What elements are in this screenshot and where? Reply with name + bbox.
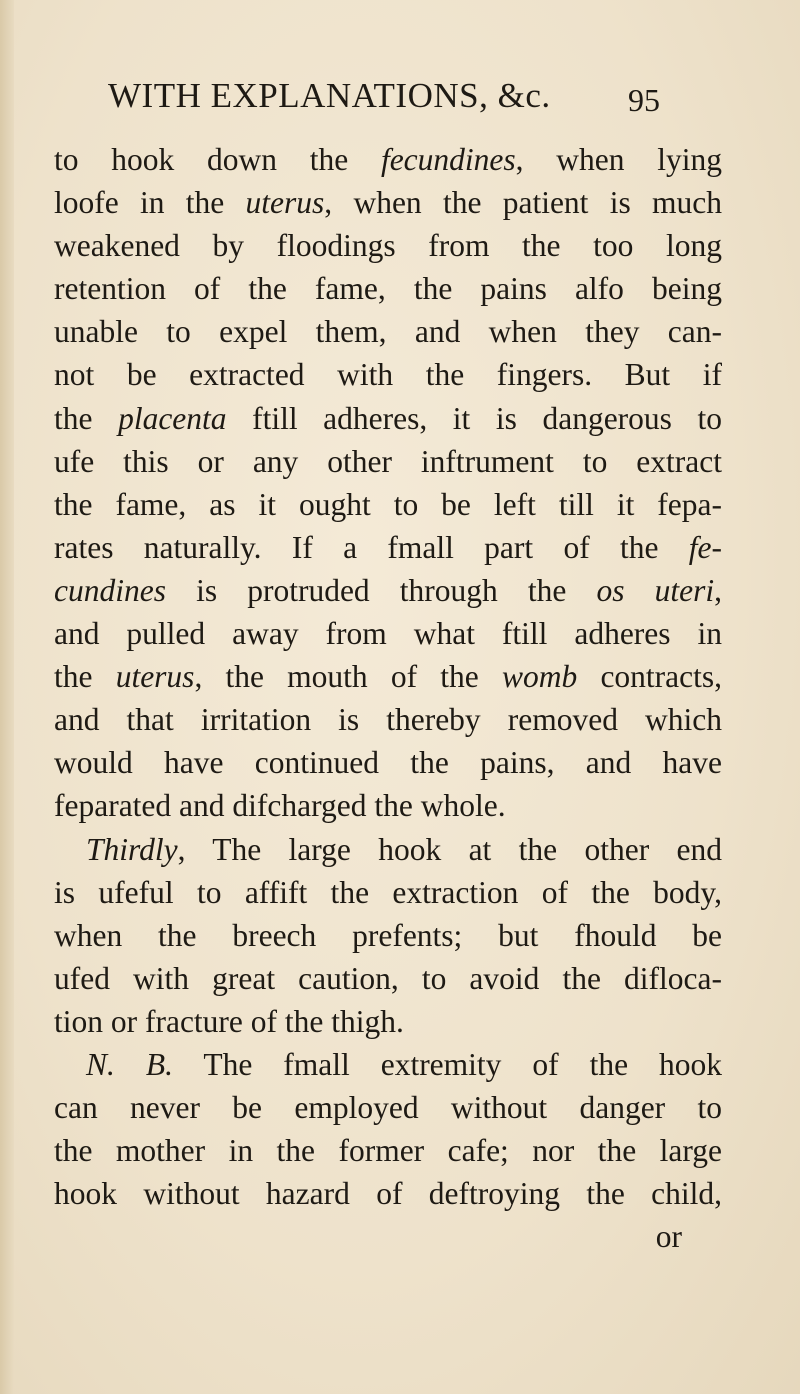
text-line (54, 914, 722, 957)
text-line (54, 828, 722, 871)
text-segment: to hook down the (54, 142, 381, 177)
text-segment: unable to expel them, and when they can- (54, 314, 722, 350)
text-line (54, 440, 722, 483)
text-line (54, 741, 722, 784)
text-line (54, 1086, 722, 1129)
text-segment: ufe this or any other inftrument to extract (54, 443, 722, 479)
text-segment: rates naturally. If a fmall part of the (54, 529, 689, 565)
text-line (54, 181, 722, 224)
text-segment: , when lying (515, 142, 723, 177)
text-segment: The fmall extremity of the hook (172, 1046, 722, 1082)
text-segment: , (714, 572, 722, 608)
text-segment: and pulled away from what ftill adheres in (54, 616, 722, 652)
text-line (54, 655, 722, 698)
text-segment: is ufeful to affift the extraction of the body, (54, 874, 722, 910)
text-segment: loofe in the (54, 185, 246, 221)
italic-text: fecundines (380, 142, 516, 177)
catchword: or (655, 1219, 682, 1255)
text-line (54, 957, 722, 1000)
text-line (54, 698, 722, 741)
text-segment: when the breech prefents; but fhould be (54, 917, 722, 953)
text-line (54, 1000, 722, 1043)
italic-text: uterus (115, 659, 195, 695)
text-segment: tion or fracture of the thigh. (54, 1003, 404, 1039)
text-line (54, 1172, 722, 1215)
text-segment: is protruded through the (165, 572, 597, 608)
text-segment: , the mouth of the (194, 659, 502, 695)
text-segment: ftill adheres, it is dangerous to (226, 400, 722, 436)
page-header (108, 76, 678, 126)
italic-text: os uteri (596, 572, 715, 608)
text-segment: hook without hazard of deftroying the child, (54, 1176, 722, 1212)
running-title: WITH EXPLANATIONS, &c. (108, 76, 551, 115)
text-line (54, 483, 722, 526)
italic-text: Thirdly (86, 831, 178, 867)
text-line (54, 353, 722, 396)
text-line (54, 871, 722, 914)
text-segment: the (54, 659, 116, 695)
text-line (54, 569, 722, 612)
text-segment: not be extracted with the fingers. But if (54, 357, 722, 393)
italic-text: fe- (688, 529, 722, 565)
text-line (54, 784, 722, 827)
text-segment: would have continued the pains, and have (54, 745, 722, 781)
text-line (54, 224, 722, 267)
page-edge (0, 0, 14, 1394)
text-segment: , The large hook at the other end (177, 831, 722, 867)
body-text (54, 138, 722, 1258)
text-line (54, 267, 722, 310)
text-line (54, 612, 722, 655)
text-segment: the mother in the former cafe; nor the large (54, 1133, 722, 1169)
italic-text: uterus (245, 185, 325, 221)
text-segment: feparated and difcharged the whole. (54, 788, 506, 824)
text-segment: ufed with great caution, to avoid the difloca- (54, 960, 722, 996)
italic-text: N. B. (86, 1046, 173, 1082)
page-number: 95 (628, 82, 660, 118)
text-line (54, 138, 722, 181)
text-line (54, 397, 722, 440)
text-segment: retention of the fame, the pains alfo being (54, 271, 722, 307)
text-segment: the fame, as it ought to be left till it fepa- (54, 486, 722, 522)
italic-text: womb (501, 659, 578, 695)
text-segment: can never be employed without danger to (54, 1090, 722, 1126)
text-segment: the (54, 400, 119, 436)
italic-text: cundines (54, 572, 166, 608)
text-segment: contracts, (577, 659, 723, 695)
text-line (54, 1043, 722, 1086)
text-line (54, 310, 722, 353)
text-segment: and that irritation is thereby removed which (54, 702, 722, 738)
italic-text: placenta (118, 400, 227, 436)
text-segment: weakened by floodings from the too long (54, 228, 722, 264)
text-segment: , when the patient is much (324, 185, 722, 221)
text-line (54, 1129, 722, 1172)
text-line (54, 526, 722, 569)
